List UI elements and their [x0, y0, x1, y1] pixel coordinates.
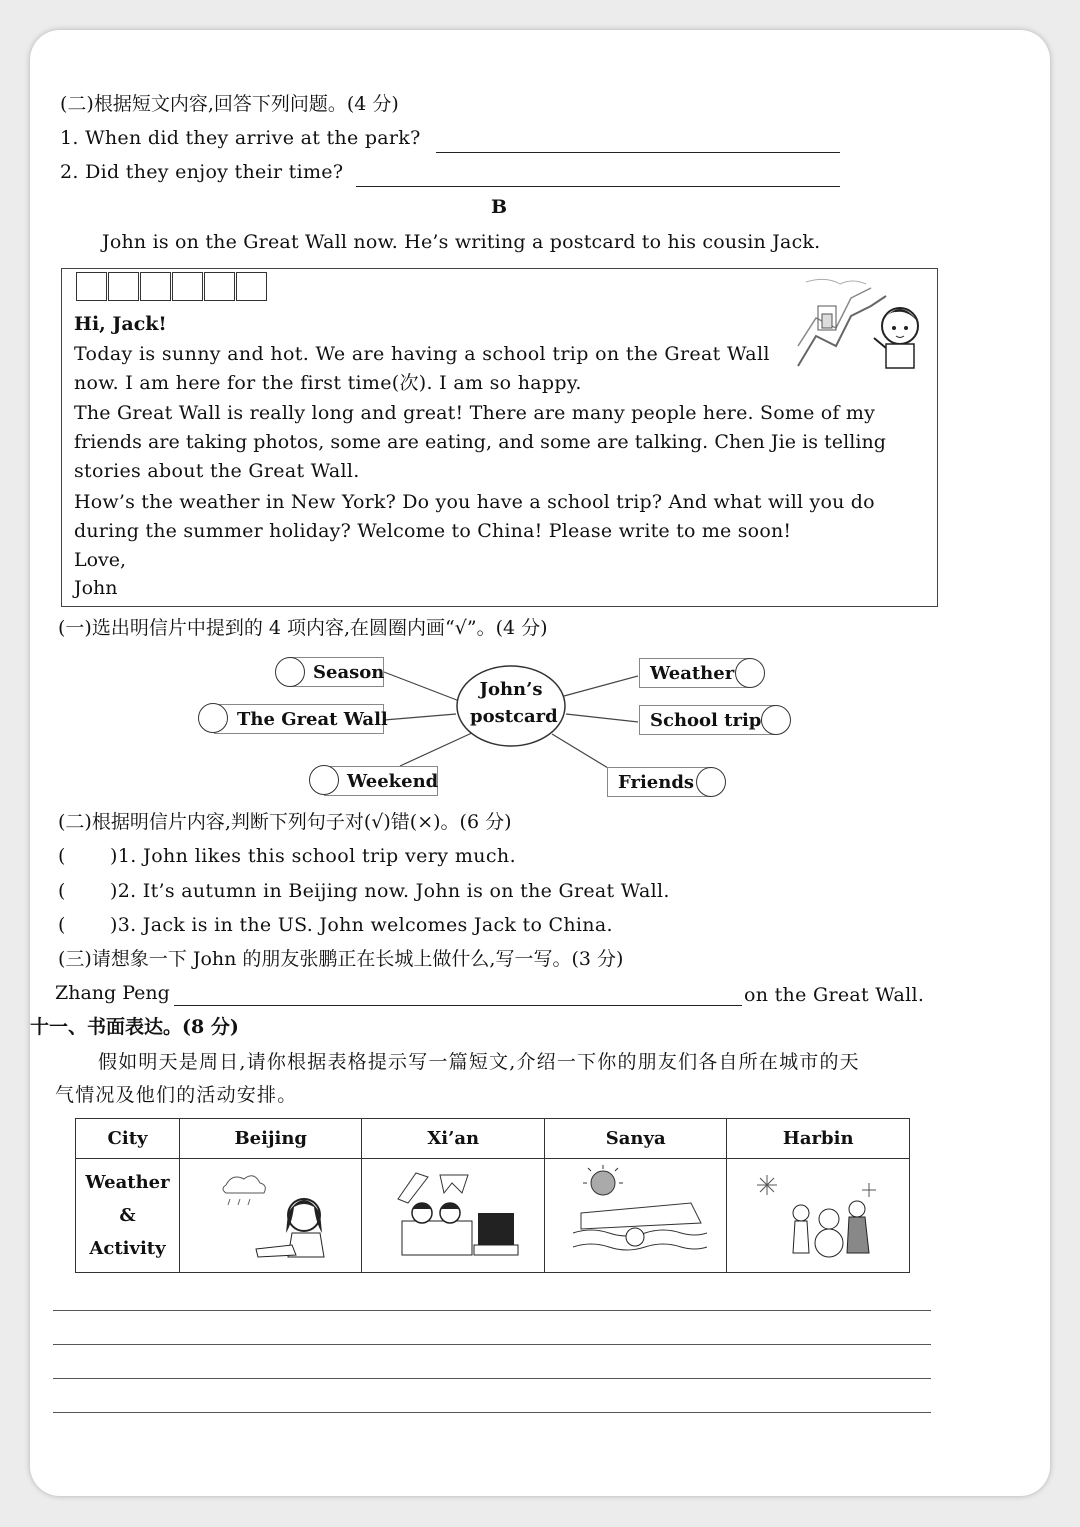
postcard-line: The Great Wall is really long and great! There are many people here. Some of my — [74, 402, 876, 424]
postcard-line: Today is sunny and hot. We are having a school trip on the Great Wall — [74, 343, 770, 365]
writing-line[interactable] — [53, 1344, 931, 1345]
row-label-activity: Activity — [89, 1238, 166, 1259]
task1-heading: (一)选出明信片中提到的 4 项内容,在圆圈内画“√”。(4 分) — [58, 617, 548, 639]
writing-prompt-line1: 假如明天是周日,请你根据表格提示写一篇短文,介绍一下你的朋友们各自所在城市的天 — [98, 1051, 860, 1073]
tf-paren-3[interactable]: ( — [58, 914, 66, 936]
row-label-and: & — [119, 1205, 136, 1226]
sanya-cell — [544, 1159, 726, 1273]
postcard-line: John — [74, 577, 118, 599]
task3-answer-line[interactable] — [174, 1005, 742, 1006]
postcard-line: during the summer holiday? Welcome to China! Please write to me soon! — [74, 520, 792, 542]
tf-paren-2[interactable]: ( — [58, 880, 66, 902]
option-friends: Friends — [607, 767, 711, 797]
checkbox-season[interactable] — [275, 657, 305, 687]
task2-heading: (二)根据明信片内容,判断下列句子对(√)错(×)。(6 分) — [58, 811, 512, 833]
answer-line-1[interactable] — [436, 152, 840, 153]
sunny-swimming-illustration — [561, 1163, 711, 1263]
option-school-trip: School trip — [639, 705, 775, 735]
writing-line[interactable] — [53, 1310, 931, 1311]
checkbox-great-wall[interactable] — [198, 703, 228, 733]
option-weekend: Weekend — [324, 766, 438, 796]
checkbox-weekend[interactable] — [309, 765, 339, 795]
checkbox-school-trip[interactable] — [761, 705, 791, 735]
task3-suffix: on the Great Wall. — [744, 984, 925, 1006]
option-great-wall: The Great Wall — [214, 704, 384, 734]
part1-heading: (二)根据短文内容,回答下列问题。(4 分) — [60, 93, 399, 115]
postcode-box[interactable] — [172, 272, 203, 301]
table-header-cell: Sanya — [544, 1119, 726, 1159]
section-b-intro: John is on the Great Wall now. He’s writing a postcard to his cousin Jack. — [102, 231, 821, 253]
mind-map-center-line1: John’s — [479, 679, 543, 700]
table-header-cell: Beijing — [180, 1119, 362, 1159]
tf-paren-1[interactable]: ( — [58, 845, 66, 867]
question-2: 2. Did they enjoy their time? — [60, 161, 344, 183]
postcard-line: stories about the Great Wall. — [74, 460, 360, 482]
postcode-box[interactable] — [140, 272, 171, 301]
tf-item-1: )1. John likes this school trip very much. — [110, 845, 517, 867]
tf-item-2: )2. It’s autumn in Beijing now. John is on the Great Wall. — [110, 880, 670, 902]
watching-tv-illustration — [378, 1163, 528, 1263]
tf-item-3: )3. Jack is in the US. John welcomes Jack to China. — [110, 914, 613, 936]
answer-line-2[interactable] — [356, 186, 840, 187]
snowy-snowman-illustration — [743, 1163, 893, 1263]
postcard-line: Love, — [74, 549, 127, 571]
postcard-line: now. I am here for the first time(次). I am so happy. — [74, 372, 582, 394]
task3-prefix: Zhang Peng — [55, 982, 170, 1004]
writing-heading: 十一、书面表达。(8 分) — [30, 1016, 239, 1038]
row-label-weather: Weather — [85, 1172, 170, 1193]
xian-cell — [362, 1159, 544, 1273]
checkbox-weather[interactable] — [735, 658, 765, 688]
task3-heading: (三)请想象一下 John 的朋友张鹏正在长城上做什么,写一写。(3 分) — [58, 948, 624, 970]
postcode-box[interactable] — [108, 272, 139, 301]
city-weather-table — [75, 1118, 910, 1273]
postcard-line: Hi, Jack! — [74, 313, 167, 335]
row-label-cell — [76, 1159, 180, 1273]
option-season: Season — [290, 657, 384, 687]
postcode-box[interactable] — [76, 272, 107, 301]
harbin-cell — [727, 1159, 910, 1273]
writing-line[interactable] — [53, 1412, 931, 1413]
section-b-label: B — [491, 196, 508, 218]
postcard-line: How’s the weather in New York? Do you have a school trip? And what will you do — [74, 491, 875, 513]
writing-line[interactable] — [53, 1378, 931, 1379]
postcode-box[interactable] — [236, 272, 267, 301]
table-header-cell: City — [76, 1119, 180, 1159]
postcard-line: friends are taking photos, some are eating, and some are talking. Chen Jie is telling — [74, 431, 886, 453]
table-header-cell: Harbin — [727, 1119, 910, 1159]
mind-map-center-line2: postcard — [470, 706, 558, 727]
option-weather: Weather — [639, 658, 749, 688]
checkbox-friends[interactable] — [696, 767, 726, 797]
beijing-cell — [180, 1159, 362, 1273]
great-wall-boy-illustration — [796, 276, 926, 372]
table-header-cell: Xi’an — [362, 1119, 544, 1159]
question-1: 1. When did they arrive at the park? — [60, 127, 421, 149]
writing-prompt-line2: 气情况及他们的活动安排。 — [55, 1084, 298, 1106]
rainy-reading-girl-illustration — [196, 1163, 346, 1263]
postcode-box[interactable] — [204, 272, 235, 301]
